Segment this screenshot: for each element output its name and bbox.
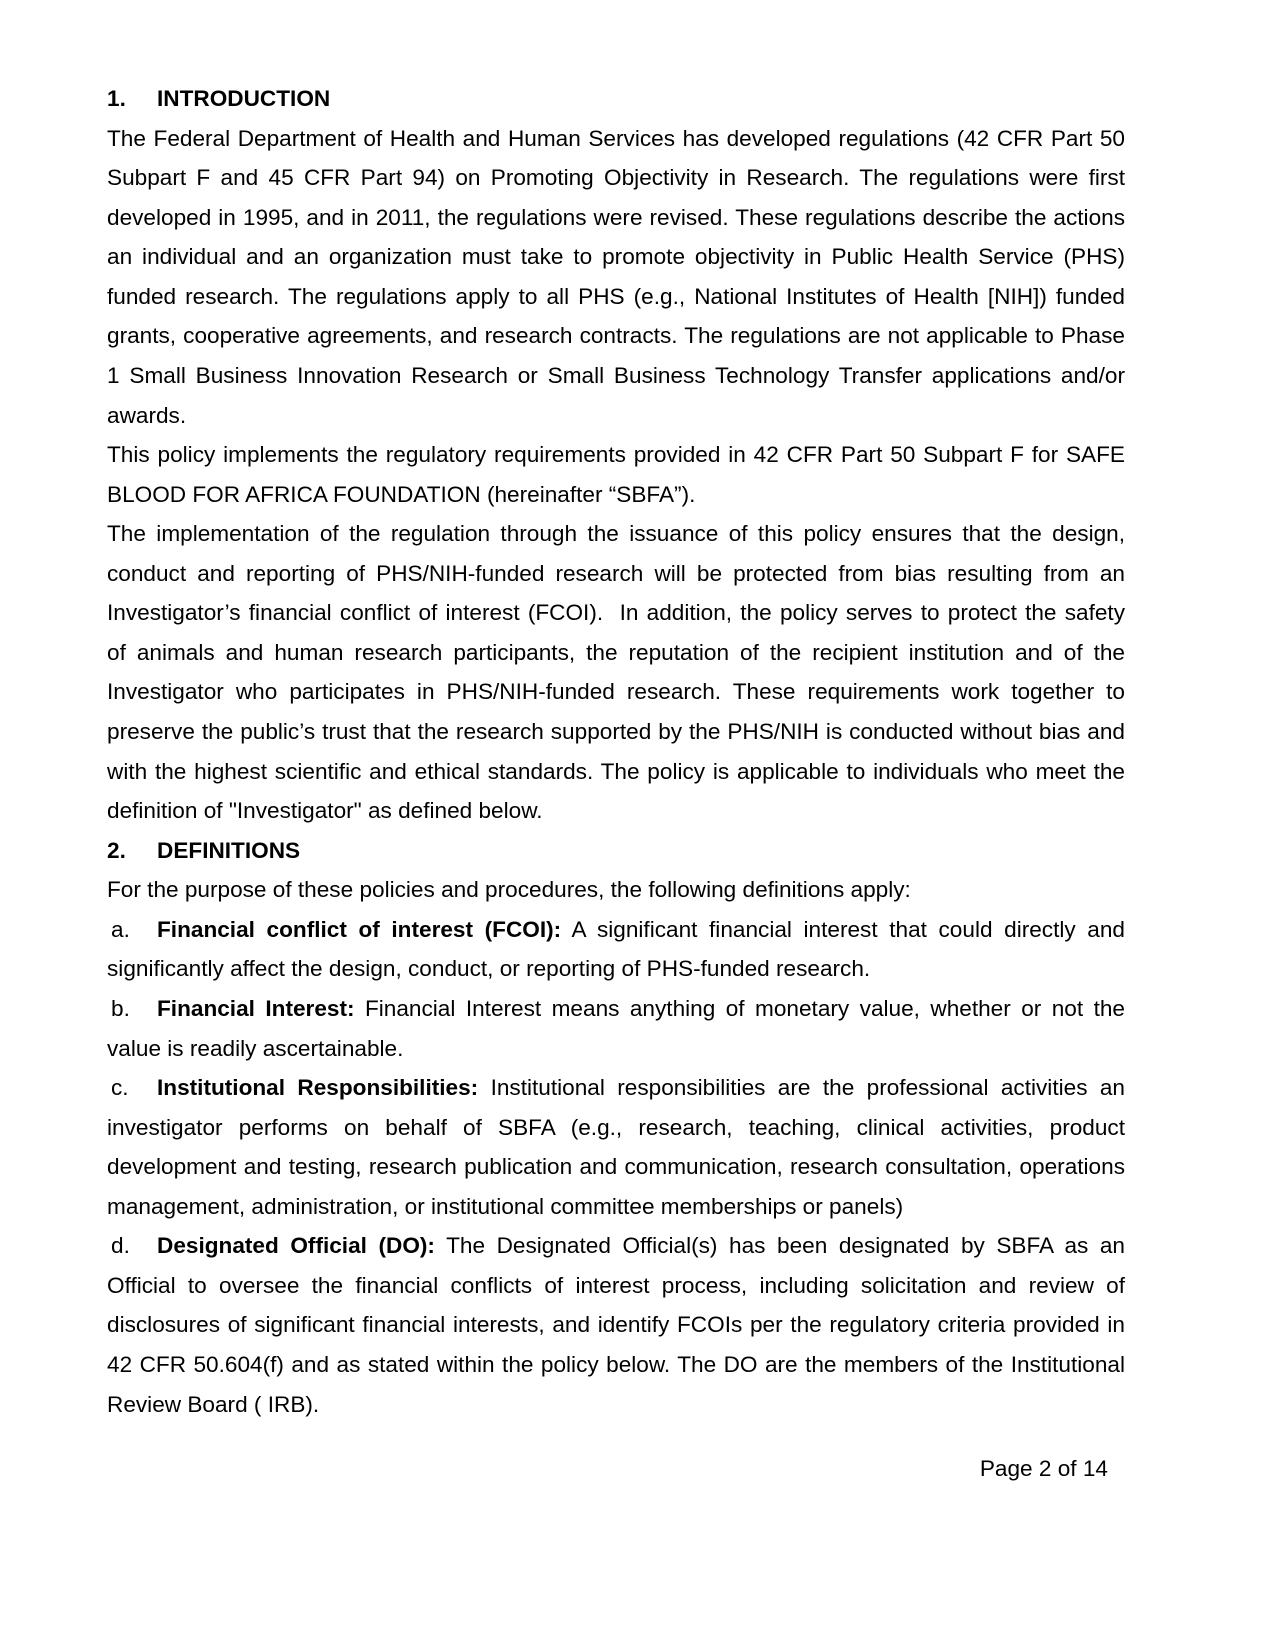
text-line: BLOOD FOR AFRICA FOUNDATION (hereinafter “SBFA”). (107, 481, 696, 507)
section-title: INTRODUCTION (157, 86, 331, 111)
definition-term: Institutional Responsibilities: (157, 1075, 479, 1101)
definition-first-line (107, 1226, 1125, 1266)
text-line: value is readily ascertainable. (107, 1035, 404, 1061)
text-line: of animals and human research participants, the reputation of the recipient institution and of the (107, 639, 1125, 665)
definition-text: Institutional responsibilities are the professional activities an (478, 1075, 1125, 1101)
text-line: For the purpose of these policies and procedures, the following definitions apply: (107, 877, 911, 903)
text-line: with the highest scientific and ethical standards. The policy is applicable to individuals who meet the (107, 758, 1125, 784)
definition-first-line (107, 1068, 1125, 1108)
text-line: significantly affect the design, conduct, or reporting of PHS-funded research. (107, 956, 871, 982)
text-line: development and testing, research publication and communication, research consultation, operations (107, 1154, 1125, 1180)
definition-text: The Designated Official(s) has been designated by SBFA as an (434, 1233, 1125, 1259)
text-line: awards. (107, 402, 187, 428)
text-line: Investigator’s financial conflict of interest (FCOI). In addition, the policy serves to protect the safety (107, 600, 1125, 626)
section-title: DEFINITIONS (157, 837, 301, 863)
section-number: 2. (107, 837, 126, 863)
text-line: funded research. The regulations apply to all PHS (e.g., National Institutes of Health [NIH]) funded (107, 283, 1125, 309)
page-number-text: Page 2 of 14 (979, 1456, 1108, 1481)
list-marker: a. (111, 916, 130, 942)
list-marker: d. (111, 1233, 130, 1259)
text-line: This policy implements the regulatory requirements provided in 42 CFR Part 50 Subpart F for SAFE (107, 442, 1125, 468)
text-line: grants, cooperative agreements, and research contracts. The regulations are not applicable to Phase (107, 323, 1125, 349)
section-heading (107, 831, 1125, 871)
text-line: management, administration, or institutional committee memberships or panels) (107, 1193, 904, 1219)
document-content (107, 79, 1125, 1424)
definition-text: Financial Interest means anything of monetary value, whether or not the (354, 995, 1125, 1021)
text-line: conduct and reporting of PHS/NIH-funded research will be protected from bias resulting from an (107, 560, 1125, 586)
text-line: Review Board ( IRB). (107, 1391, 320, 1417)
definition-first-line (107, 910, 1125, 950)
definition-term: Financial conflict of interest (FCOI): (157, 916, 562, 942)
section-number: 1. (107, 86, 126, 111)
text-line: 1 Small Business Innovation Research or Small Business Technology Transfer applications and/or (107, 362, 1125, 388)
page-footer (107, 1449, 1108, 1489)
text-line: disclosures of significant financial interests, and identify FCOIs per the regulatory criteria provided in (107, 1312, 1125, 1338)
text-line: Official to oversee the financial conflicts of interest process, including solicitation and review of (107, 1272, 1125, 1298)
text-line: developed in 1995, and in 2011, the regulations were revised. These regulations describe the actions (107, 204, 1125, 230)
definition-first-line (107, 989, 1125, 1029)
text-line: Subpart F and 45 CFR Part 94) on Promoting Objectivity in Research. The regulations were first (107, 165, 1125, 191)
definition-term: Financial Interest: (157, 995, 355, 1021)
list-marker: b. (111, 995, 130, 1021)
text-line: definition of "Investigator" as defined below. (107, 798, 543, 824)
text-line: investigator performs on behalf of SBFA (e.g., research, teaching, clinical activities, product (107, 1114, 1125, 1140)
text-line: Investigator who participates in PHS/NIH-funded research. These requirements work together to (107, 679, 1125, 705)
definition-term: Designated Official (DO): (157, 1233, 435, 1259)
text-line: 42 CFR 50.604(f) and as stated within the policy below. The DO are the members of the Institutional (107, 1352, 1125, 1377)
text-line: an individual and an organization must take to promote objectivity in Public Health Service (PHS) (107, 244, 1125, 270)
text-line: The implementation of the regulation through the issuance of this policy ensures that the design, (107, 521, 1125, 547)
section-heading (107, 79, 1125, 119)
text-line: preserve the public’s trust that the research supported by the PHS/NIH is conducted without bias and (107, 719, 1125, 744)
text-line: The Federal Department of Health and Human Services has developed regulations (42 CFR Part 50 (107, 125, 1125, 151)
list-marker: c. (111, 1075, 129, 1101)
definition-text: A significant financial interest that could directly and (561, 916, 1125, 942)
